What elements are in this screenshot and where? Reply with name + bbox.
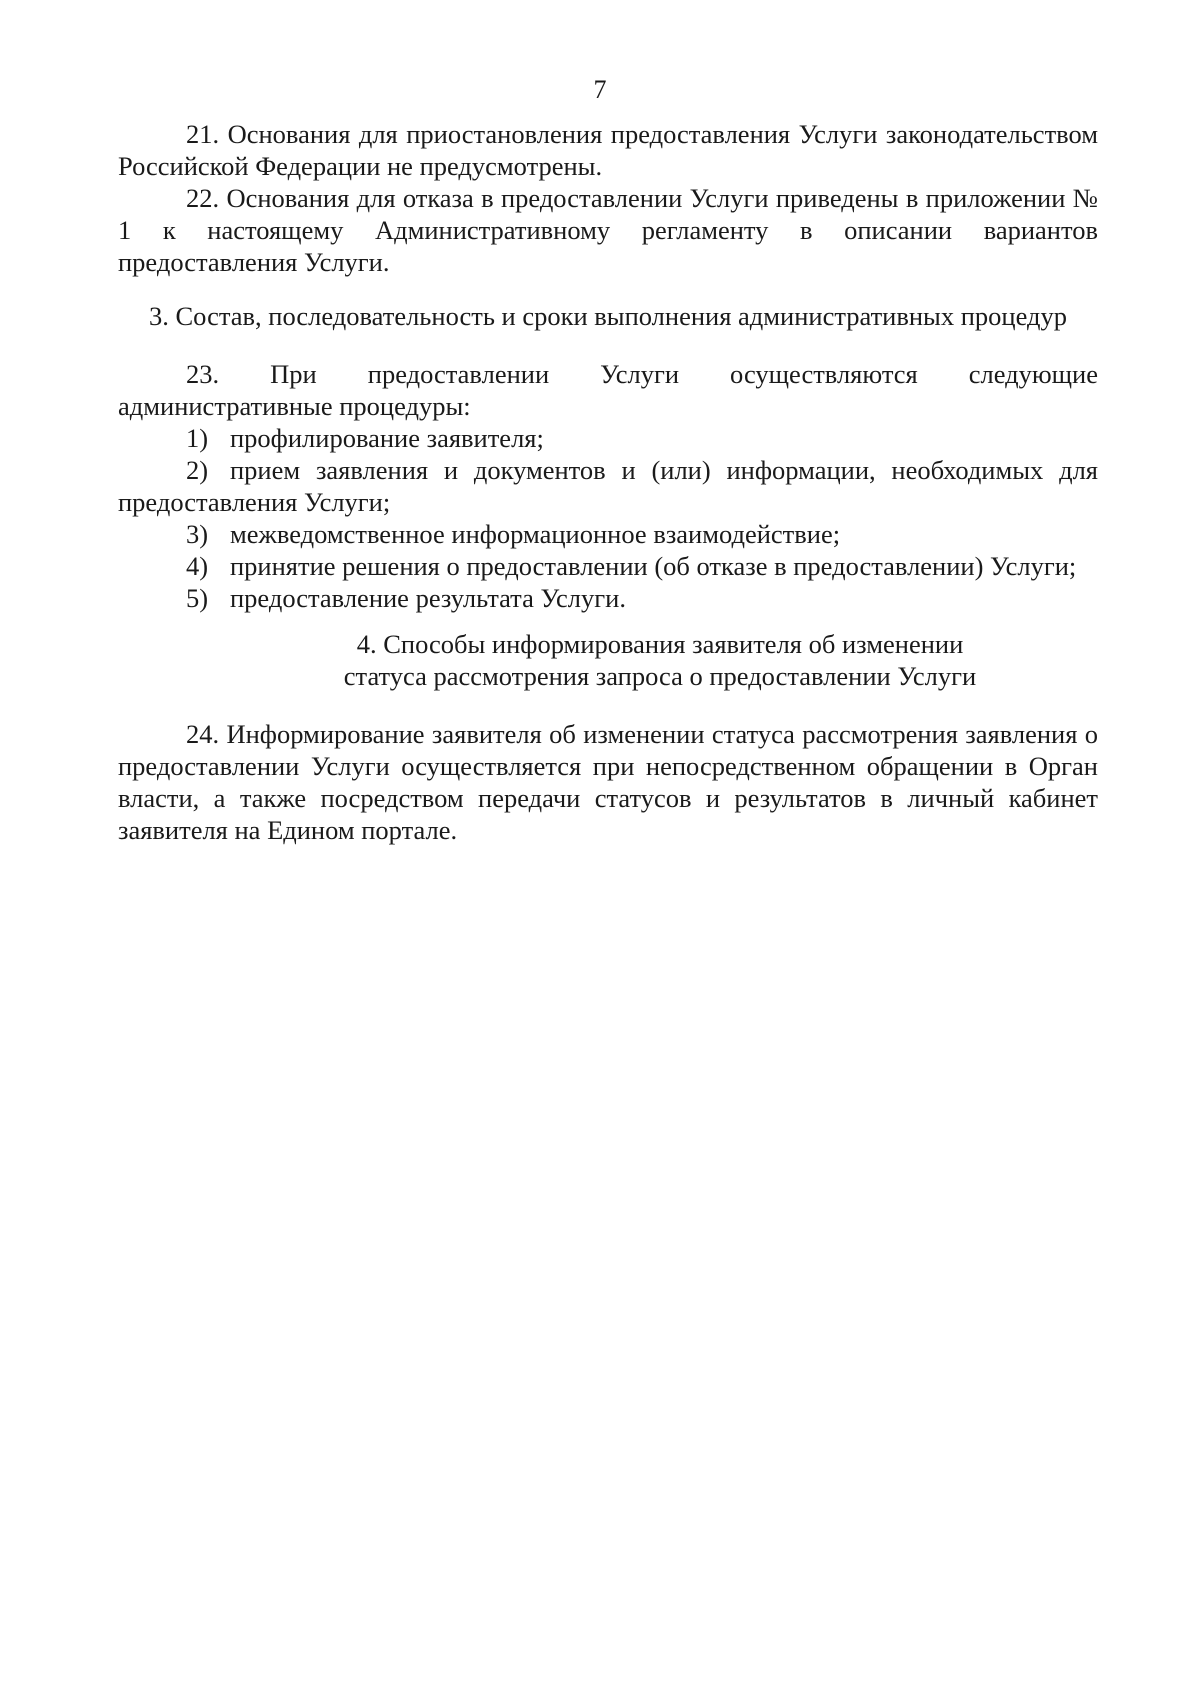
paragraph-22-text: 22. Основания для отказа в предоставлении Услуги приведены в приложении № 1 к настоящему Административному регламенту в описании вариантов предоставления Услуги. — [118, 183, 1098, 277]
section-3-heading-text: 3. Состав, последовательность и сроки выполнения административных процедур — [149, 301, 1067, 331]
list-item-number: 3) — [186, 519, 209, 549]
section-3-heading — [108, 300, 1108, 332]
list-item-text: предоставление результата Услуги. — [230, 583, 626, 613]
paragraph-23-line1: 23. При предоставлении Услуги осуществляются следующие — [186, 359, 1098, 389]
list-item-text: принятие решения о предоставлении (об отказе в предоставлении) Услуги; — [230, 551, 1077, 581]
list-item-number: 5) — [186, 583, 209, 613]
procedures-list — [118, 422, 1098, 614]
paragraph-21 — [118, 118, 1098, 182]
list-item-text: прием заявления и документов и (или) информации, необходимых для предоставления Услуги; — [118, 455, 1098, 517]
paragraph-24-text: 24. Информирование заявителя об изменении статуса рассмотрения заявления о предоставлении Услуги осуществляется при непосредственном обращении в Орган власти, а также посредством передачи статусов и результатов в личный кабинет заявителя на Едином портале. — [118, 719, 1098, 845]
paragraph-22 — [118, 182, 1098, 278]
section-4-heading-line2: статуса рассмотрения запроса о предоставлении Услуги — [343, 661, 977, 691]
list-item-number: 1) — [186, 423, 209, 453]
paragraph-21-text: 21. Основания для приостановления предоставления Услуги законодательством Российской Федерации не предусмотрены. — [118, 119, 1098, 181]
paragraph-24 — [118, 718, 1098, 846]
list-item — [118, 454, 1098, 518]
paragraph-23-line2: административные процедуры: — [118, 391, 471, 421]
list-item — [118, 518, 1098, 550]
section-4-heading — [160, 628, 1160, 692]
section-4-heading-line1: 4. Способы информирования заявителя об изменении — [356, 629, 964, 659]
list-item-text: профилирование заявителя; — [230, 423, 544, 453]
list-item-number: 2) — [186, 455, 209, 485]
paragraph-23 — [118, 358, 1098, 422]
list-item — [118, 550, 1098, 582]
page-number: 7 — [593, 75, 607, 104]
list-item-number: 4) — [186, 551, 209, 581]
list-item — [118, 582, 1098, 614]
list-item — [118, 422, 1098, 454]
list-item-text: межведомственное информационное взаимодействие; — [230, 519, 841, 549]
